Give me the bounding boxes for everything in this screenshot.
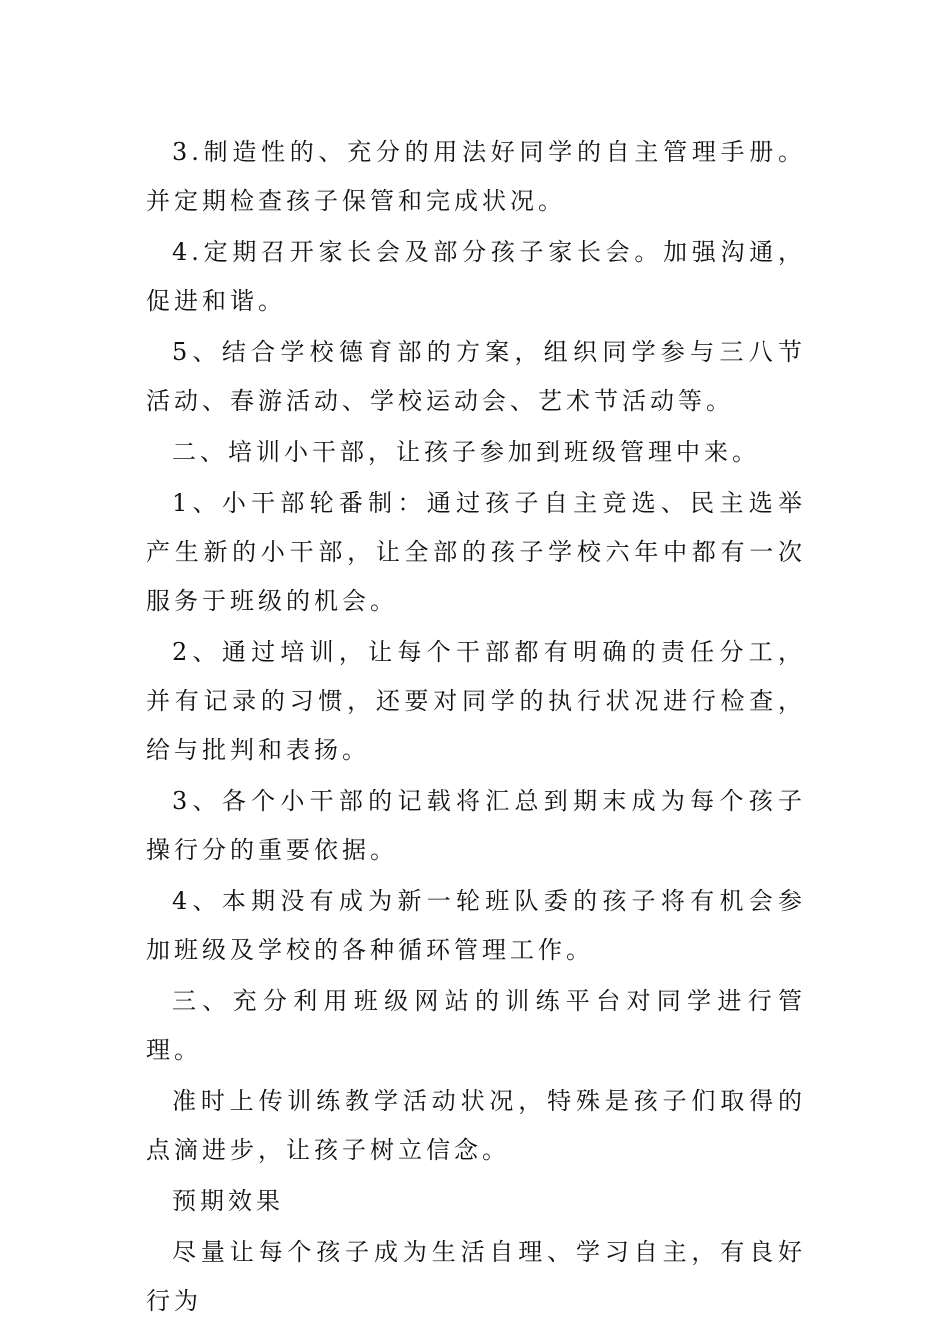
paragraph-training-duties: 2、通过培训，让每个干部都有明确的责任分工，并有记录的习惯，还要对同学的执行状况进行检查，给与批判和表扬。 xyxy=(146,638,806,764)
document-body xyxy=(146,128,806,1328)
paragraph-upload-progress: 准时上传训练教学活动状况，特殊是孩子们取得的点滴进步，让孩子树立信念。 xyxy=(146,1087,806,1164)
paragraph-expected-results: 尽量让每个孩子成为生活自理、学习自主，有良好行为 xyxy=(146,1238,806,1315)
paragraph-records-summary: 3、各个小干部的记载将汇总到期末成为每个孩子操行分的重要依据。 xyxy=(146,787,806,864)
paragraph-parent-meeting: 4.定期召开家长会及部分孩子家长会。加强沟通，促进和谐。 xyxy=(146,238,806,315)
paragraph-school-activities: 5、结合学校德育部的方案，组织同学参与三八节活动、春游活动、学校运动会、艺术节活动等。 xyxy=(146,338,806,415)
section-heading-cadre-training: 二、培训小干部，让孩子参加到班级管理中来。 xyxy=(172,438,760,466)
paragraph-rotation-work: 4、本期没有成为新一轮班队委的孩子将有机会参加班级及学校的各种循环管理工作。 xyxy=(146,887,806,964)
paragraph-manual-check: 3.制造性的、充分的用法好同学的自主管理手册。并定期检查孩子保管和完成状况。 xyxy=(146,138,806,215)
section-heading-expected-results: 预期效果 xyxy=(172,1187,284,1215)
section-heading-class-website: 三、充分利用班级网站的训练平台对同学进行管理。 xyxy=(146,987,806,1064)
paragraph-cadre-rotation: 1、小干部轮番制：通过孩子自主竞选、民主选举产生新的小干部，让全部的孩子学校六年中都有一次服务于班级的机会。 xyxy=(146,489,806,615)
